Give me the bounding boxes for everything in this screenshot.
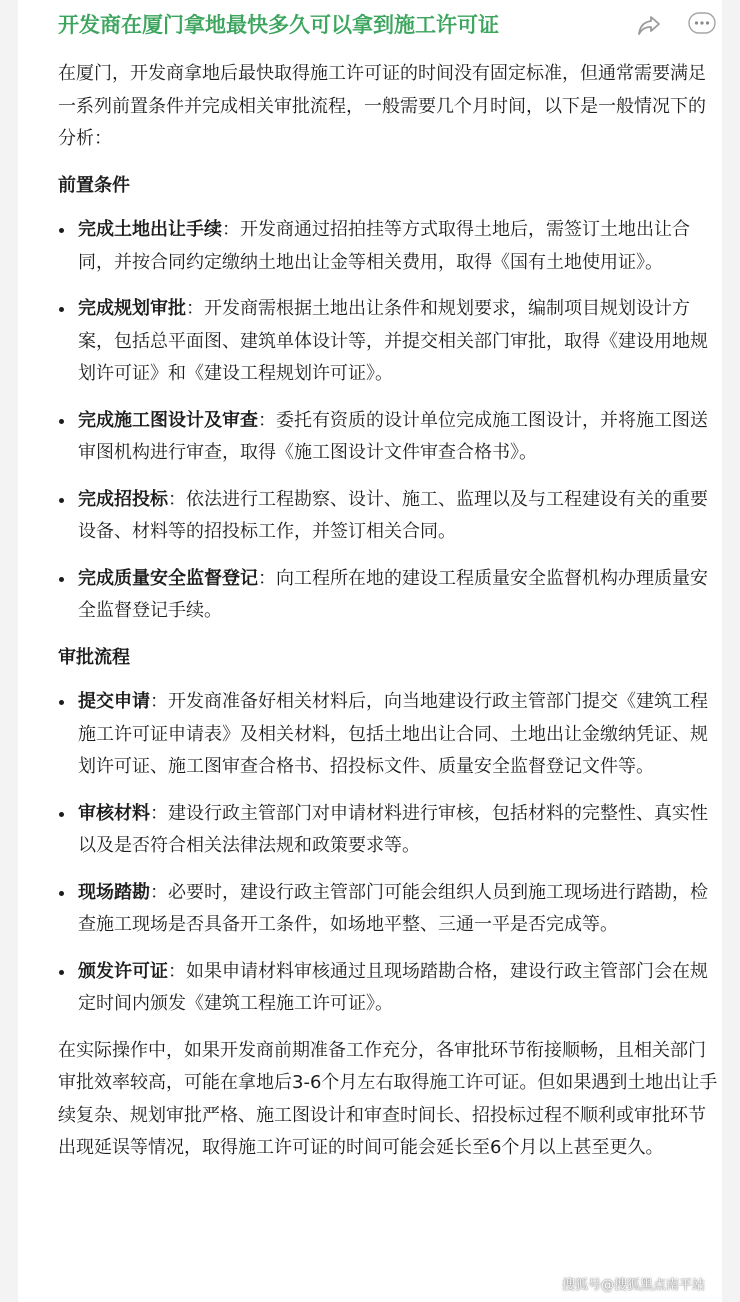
item-term: 完成土地出让手续 [78, 219, 222, 240]
section-heading-prerequisites: 前置条件 [58, 174, 130, 196]
intro-paragraph: 在厦门，开发商拿地后最快取得施工许可证的时间没有固定标准，但通常需要满足一系列前置条件并完成相关审批流程，一般需要几个月时间，以下是一般情况下的分析： [58, 63, 706, 149]
item-desc: ：必要时，建设行政主管部门可能会组织人员到施工现场进行踏勘，检查施工现场是否具备开工条件，如场地平整、三通一平是否完成等。 [78, 881, 708, 935]
item-desc: ：开发商通过招拍挂等方式取得土地后，需签订土地出让合同，并按合同约定缴纳土地出让金等相关费用，取得《国有土地使用证》。 [78, 219, 690, 273]
share-arrow-icon[interactable] [636, 12, 662, 38]
item-term: 完成质量安全监督登记 [78, 567, 258, 589]
item-desc: ：建设行政主管部门对申请材料进行审核，包括材料的完整性、真实性以及是否符合相关法律法规和政策要求等。 [78, 802, 708, 856]
list-item [58, 484, 718, 549]
page-title: 开发商在厦门拿地最快多久可以拿到施工许可证 [58, 13, 499, 37]
list-item [58, 214, 718, 279]
list-item [58, 798, 718, 863]
article-body [58, 58, 718, 1179]
item-term: 完成规划审批 [78, 298, 186, 319]
item-desc: ：开发商准备好相关材料后，向当地建设行政主管部门提交《建筑工程施工许可证申请表》及相关材料，包括土地出让合同、土地出让金缴纳凭证、规划许可证、施工图审查合格书、招投标文件、质量安全监督登记文件等。 [78, 691, 708, 777]
item-desc: ：依法进行工程勘察、设计、施工、监理以及与工程建设有关的重要设备、材料等的招投标工作，并签订相关合同。 [78, 488, 708, 542]
item-term: 审核材料 [78, 802, 150, 824]
item-term: 颁发许可证 [78, 960, 168, 982]
list-item [58, 686, 718, 784]
watermark: 搜狐号@搜狐黑点南平站 [562, 1278, 706, 1293]
approval-process-list [58, 686, 718, 1021]
list-item [58, 405, 718, 470]
item-term: 完成招投标 [78, 488, 168, 510]
article-card [18, 0, 722, 1302]
list-item [58, 877, 718, 942]
item-term: 提交申请 [78, 691, 150, 712]
conclusion-paragraph: 在实际操作中，如果开发商前期准备工作充分，各审批环节衔接顺畅，且相关部门审批效率较高，可能在拿地后3-6个月左右取得施工许可证。但如果遇到土地出让手续复杂、规划审批严格、施工图设计和审查时间长、招投标过程不顺利或审批环节出现延误等情况，取得施工许可证的时间可能会延长至6个月以上甚至更久。 [58, 1039, 718, 1158]
section-heading-approval-process: 审批流程 [58, 646, 130, 668]
item-term: 完成施工图设计及审查 [78, 409, 258, 431]
item-desc: ：委托有资质的设计单位完成施工图设计，并将施工图送审图机构进行审查，取得《施工图设计文件审查合格书》。 [78, 409, 708, 463]
article-header [58, 8, 718, 42]
item-desc: ：开发商需根据土地出让条件和规划要求，编制项目规划设计方案，包括总平面图、建筑单体设计等，并提交相关部门审批，取得《建设用地规划许可证》和《建设工程规划许可证》。 [78, 298, 708, 384]
list-item [58, 956, 718, 1021]
item-term: 现场踏勘 [78, 881, 150, 903]
item-desc: ：向工程所在地的建设工程质量安全监督机构办理质量安全监督登记手续。 [78, 567, 708, 621]
list-item [58, 563, 718, 628]
list-item [58, 293, 718, 391]
prerequisites-list [58, 214, 718, 628]
more-dots-icon[interactable] [688, 12, 716, 34]
item-desc: ：如果申请材料审核通过且现场踏勘合格，建设行政主管部门会在规定时间内颁发《建筑工程施工许可证》。 [78, 960, 708, 1014]
